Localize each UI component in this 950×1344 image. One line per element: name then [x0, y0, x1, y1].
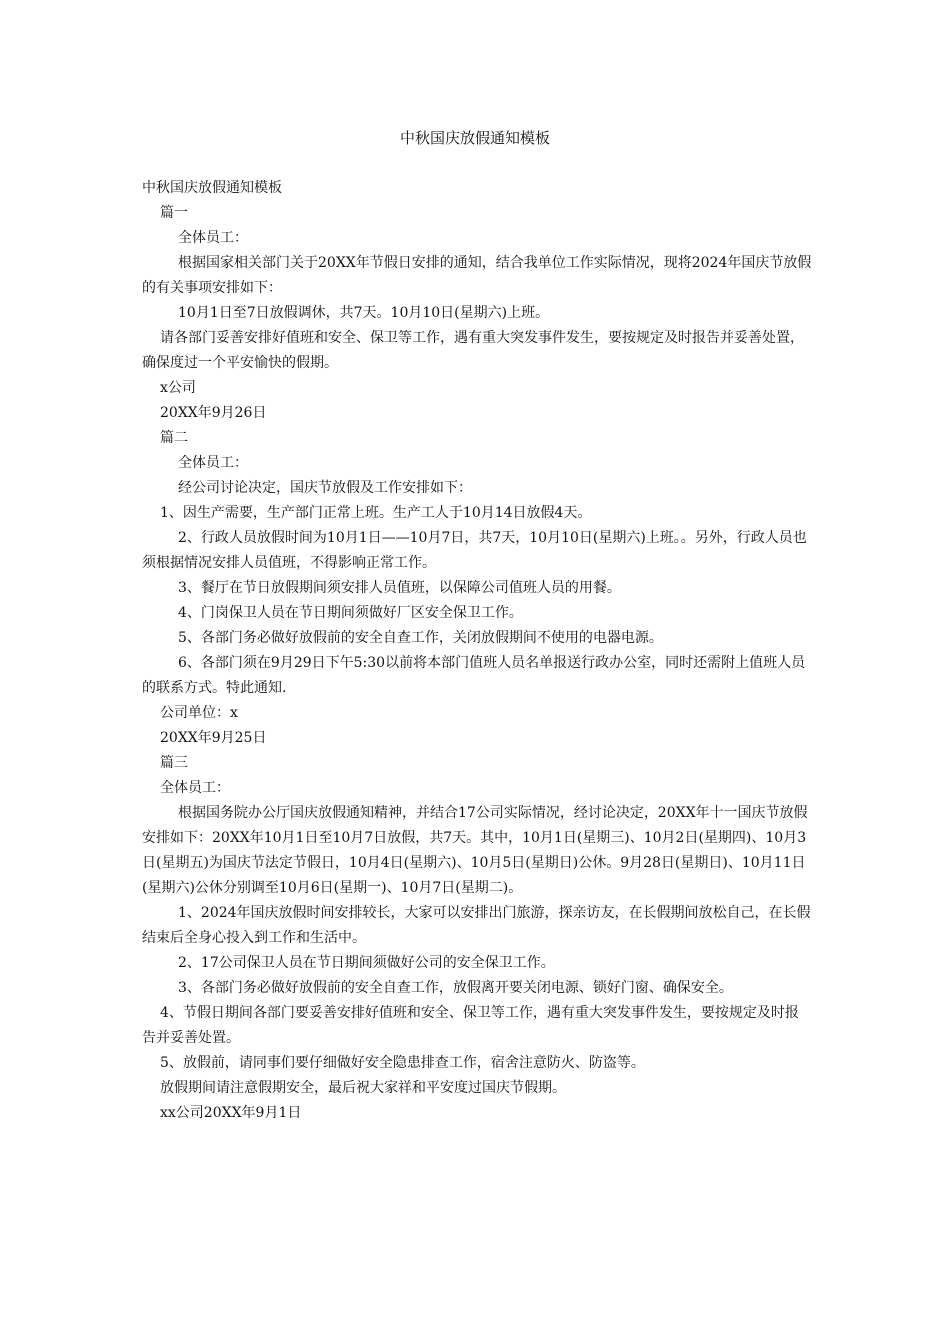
list-item: 3、各部门务必做好放假前的安全自查工作，放假离开要关闭电源、锁好门窗、确保安全。: [178, 980, 733, 996]
paragraph: 根据国家相关部门关于20XX年节假日安排的通知，结合我单位工作实际情况，现将2024年国庆节放假的有关事项安排如下：: [142, 255, 812, 296]
closing: 放假期间请注意假期安全，最后祝大家祥和平安度过国庆节假期。: [160, 1080, 566, 1096]
section-heading-1: 篇一: [160, 205, 188, 221]
signature-1: x公司: [160, 380, 196, 396]
paragraph: 10月1日至7日放假调休，共7天。10月10日(星期六)上班。: [178, 305, 550, 321]
list-item: 4、节假日期间各部门要妥善安排好值班和安全、保卫等工作，遇有重大突发事件发生，要按规定及时报告并妥善处置。: [142, 1005, 799, 1046]
list-item: 5、放假前，请同事们要仔细做好安全隐患排查工作，宿舍注意防火、防盗等。: [160, 1055, 645, 1071]
document-body: [142, 176, 812, 1126]
list-item: 4、门岗保卫人员在节日期间须做好厂区安全保卫工作。: [178, 605, 523, 621]
list-item: 3、餐厅在节日放假期间须安排人员值班，以保障公司值班人员的用餐。: [178, 580, 621, 596]
salutation-3: 全体员工：: [160, 780, 230, 796]
paragraph: 经公司讨论决定，国庆节放假及工作安排如下：: [178, 480, 472, 496]
salutation-2: 全体员工：: [178, 455, 248, 471]
signature-2: 公司单位：x: [160, 705, 238, 721]
signature-3: xx公司20XX年9月1日: [160, 1105, 302, 1121]
date-1: 20XX年9月26日: [160, 405, 267, 421]
page-title: 中秋国庆放假通知模板: [399, 129, 550, 147]
section-heading-3: 篇三: [160, 755, 188, 771]
list-item: 2、17公司保卫人员在节日期间须做好公司的安全保卫工作。: [178, 955, 555, 971]
salutation-1: 全体员工：: [178, 230, 248, 246]
list-item: 1、2024年国庆放假时间安排较长，大家可以安排出门旅游，探亲访友，在长假期间放松自己，在长假结束后全身心投入到工作和生活中。: [142, 905, 811, 946]
list-item: 1、因生产需要，生产部门正常上班。生产工人于10月14日放假4天。: [160, 505, 592, 521]
paragraph: 请各部门妥善安排好值班和安全、保卫等工作，遇有重大突发事件发生，要按规定及时报告并妥善处置，确保度过一个平安愉快的假期。: [142, 330, 804, 371]
paragraph: 根据国务院办公厅国庆放假通知精神，并结合17公司实际情况，经讨论决定，20XX年十一国庆节放假安排如下：20XX年10月1日至10月7日放假，共7天。其中，10月1日(星期三)、10月2日(星期四)、10月3日(星期五)为国庆节法定节假日，10月4日(星期六)、10月5日(星期日)公休。9月28日(星期日)、10月11日(星期六)公休分别调至10月6日(星期一)、10月7日(星期二)。: [142, 805, 808, 896]
list-item: 6、各部门须在9月29日下午5:30以前将本部门值班人员名单报送行政办公室，同时还需附上值班人员的联系方式。特此通知.: [142, 655, 806, 696]
date-2: 20XX年9月25日: [160, 730, 267, 746]
section-heading-2: 篇二: [160, 430, 188, 446]
list-item: 5、各部门务必做好放假前的安全自查工作，关闭放假期间不使用的电器电源。: [178, 630, 663, 646]
document-subtitle: 中秋国庆放假通知模板: [142, 180, 282, 196]
list-item: 2、行政人员放假时间为10月1日——10月7日，共7天，10月10日(星期六)上班。。另外，行政人员也须根据情况安排人员值班，不得影响正常工作。: [142, 530, 807, 571]
